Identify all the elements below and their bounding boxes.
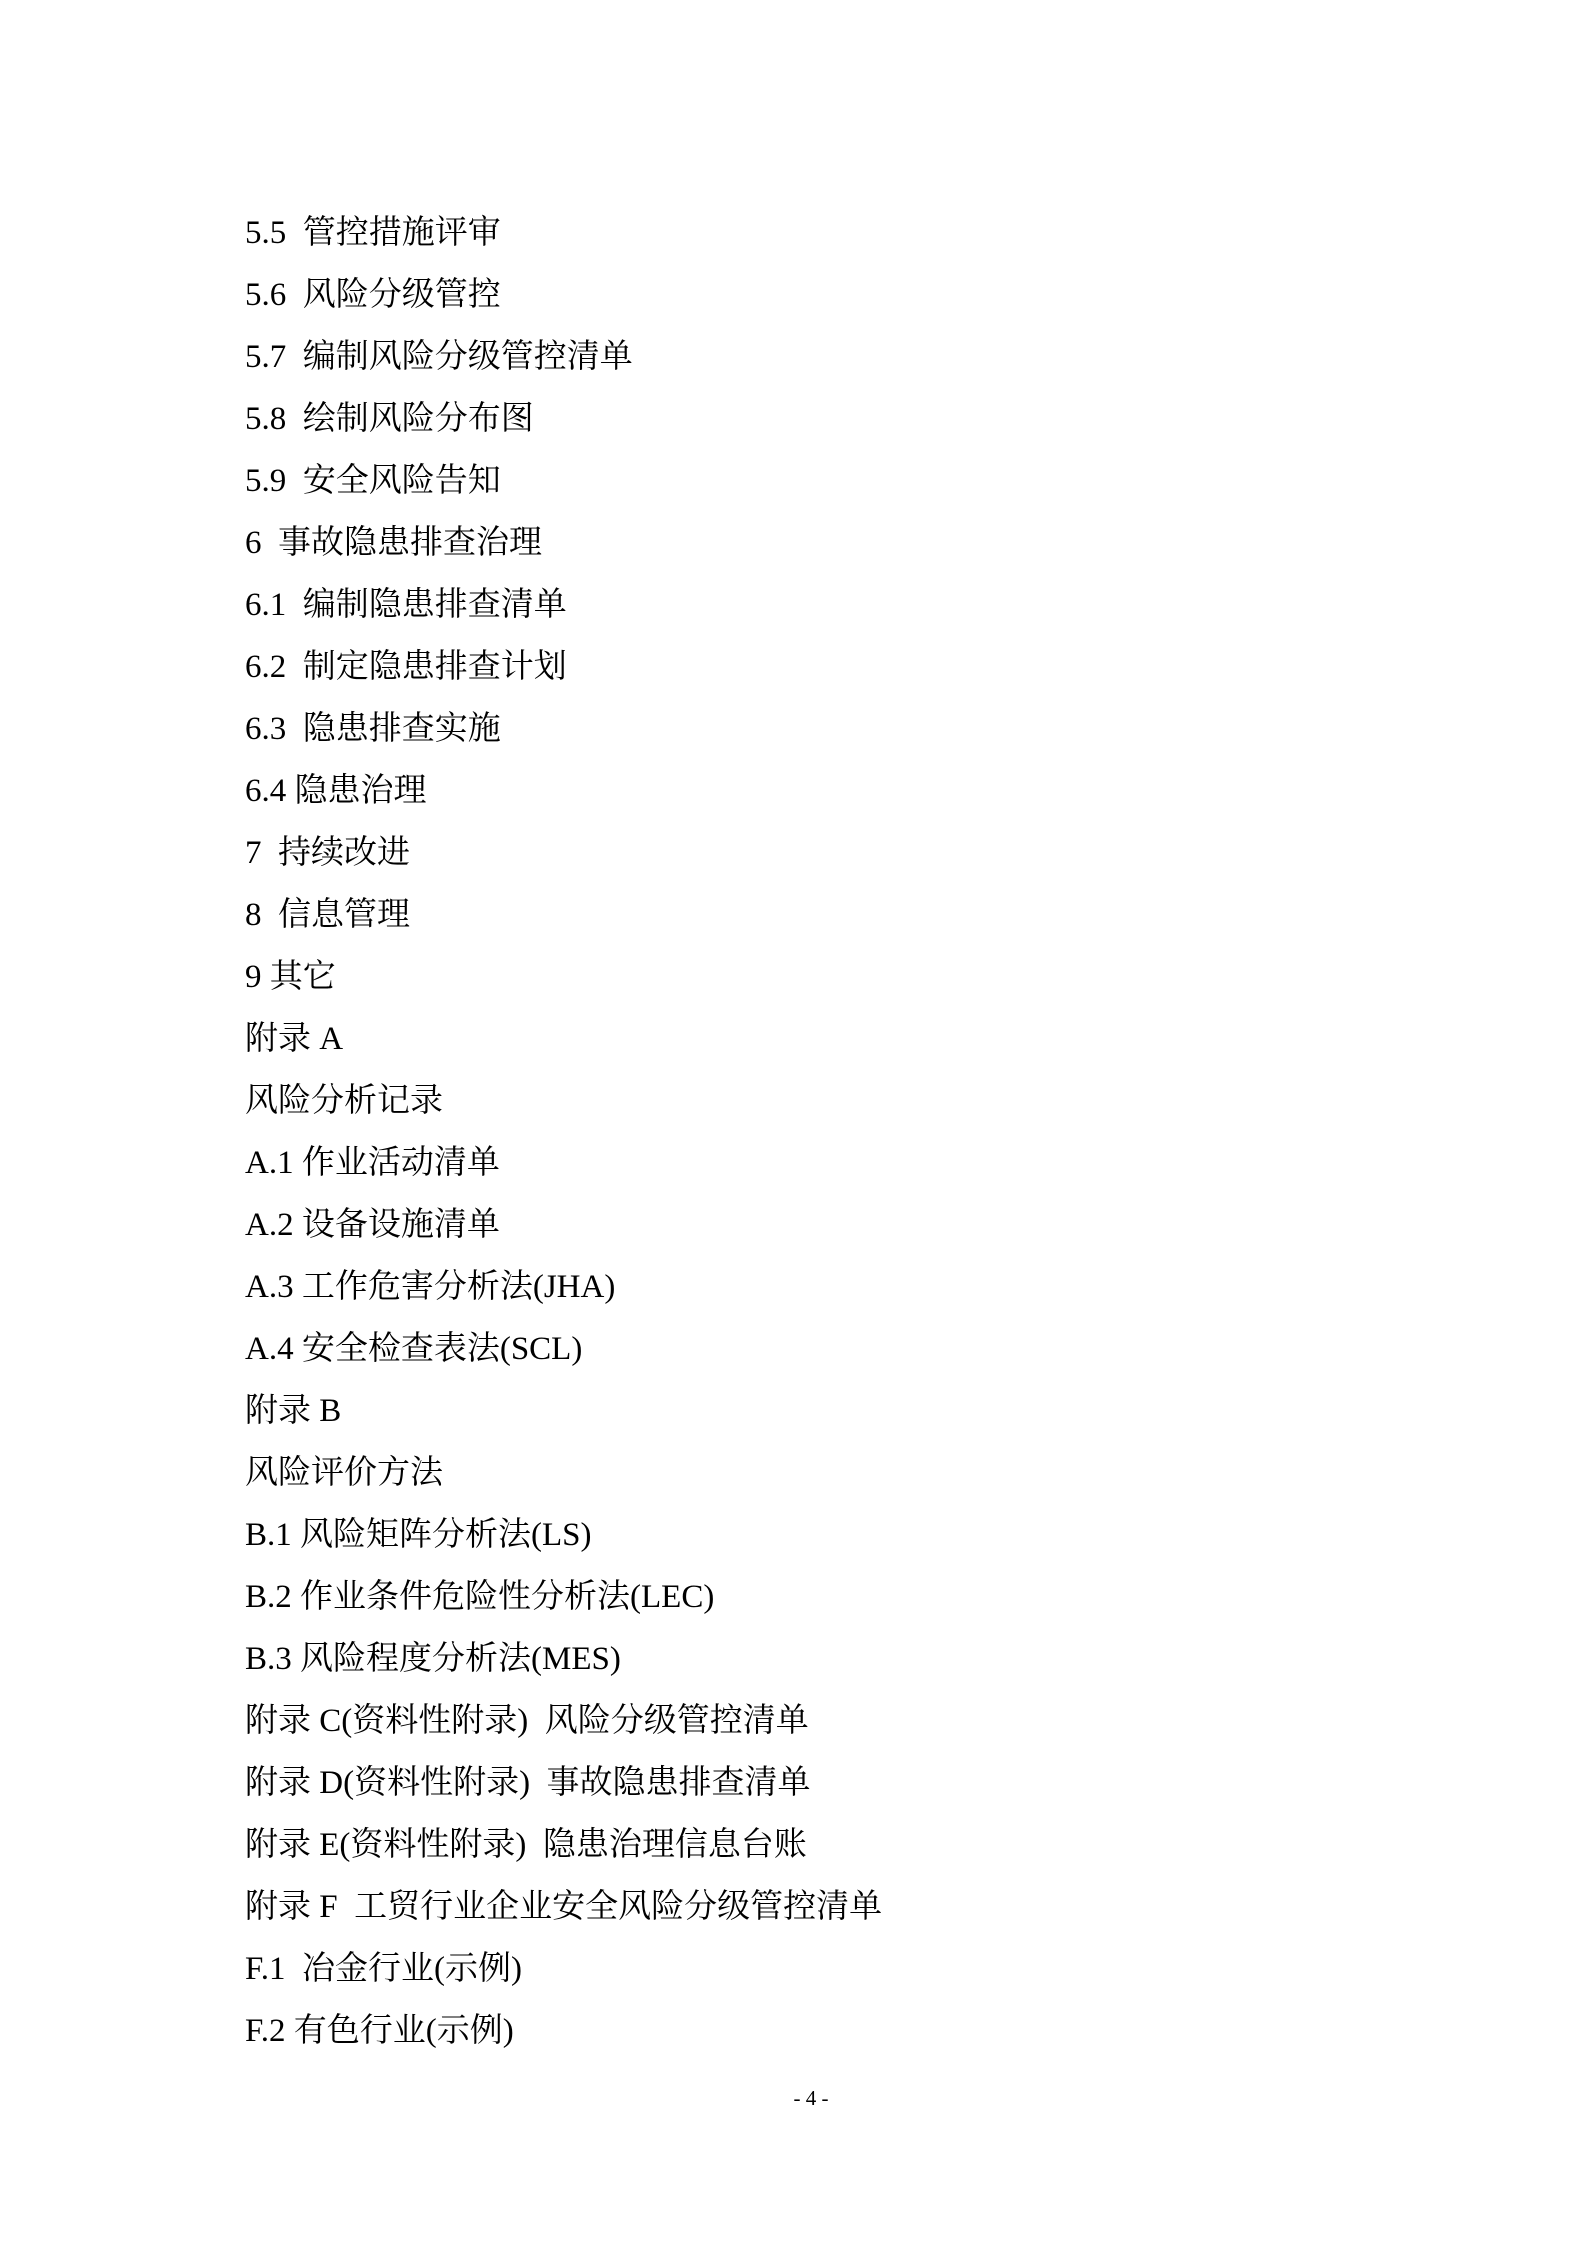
toc-entry: B.2 作业条件危险性分析法(LEC) (245, 1579, 715, 1615)
toc-entry: A.2 设备设施清单 (245, 1207, 500, 1243)
toc-entry: 9 其它 (245, 959, 336, 995)
table-of-contents (245, 202, 1385, 2062)
page-number: - 4 - (793, 2086, 829, 2110)
toc-entry: 5.8 绘制风险分布图 (245, 401, 534, 437)
toc-entry: 8 信息管理 (245, 897, 410, 933)
toc-entry: 6 事故隐患排查治理 (245, 525, 542, 561)
toc-entry: 附录 B (245, 1393, 342, 1429)
toc-entry: F.2 有色行业(示例) (245, 2013, 514, 2049)
toc-entry: 6.4 隐患治理 (245, 773, 427, 809)
toc-entry: 附录 D(资料性附录) 事故隐患排查清单 (245, 1765, 811, 1801)
toc-entry: 5.6 风险分级管控 (245, 277, 501, 313)
toc-entry: 风险评价方法 (245, 1455, 443, 1491)
toc-entry: F.1 冶金行业(示例) (245, 1951, 522, 1987)
toc-entry: 5.5 管控措施评审 (245, 215, 501, 251)
toc-entry: B.1 风险矩阵分析法(LS) (245, 1517, 592, 1553)
toc-entry: 6.2 制定隐患排查计划 (245, 649, 567, 685)
toc-entry: 附录 E(资料性附录) 隐患治理信息台账 (245, 1827, 807, 1863)
toc-entry: 附录 C(资料性附录) 风险分级管控清单 (245, 1703, 809, 1739)
toc-entry: A.1 作业活动清单 (245, 1145, 500, 1181)
toc-entry: A.4 安全检查表法(SCL) (245, 1331, 583, 1367)
toc-entry: 风险分析记录 (245, 1083, 443, 1119)
toc-entry: 6.3 隐患排查实施 (245, 711, 501, 747)
toc-entry: B.3 风险程度分析法(MES) (245, 1641, 621, 1677)
toc-entry: 6.1 编制隐患排查清单 (245, 587, 567, 623)
toc-entry: 附录 F 工贸行业企业安全风险分级管控清单 (245, 1889, 883, 1925)
toc-entry: 附录 A (245, 1021, 344, 1057)
toc-entry: 5.7 编制风险分级管控清单 (245, 339, 633, 375)
toc-entry: 5.9 安全风险告知 (245, 463, 501, 499)
toc-entry: 7 持续改进 (245, 835, 410, 871)
toc-entry: A.3 工作危害分析法(JHA) (245, 1269, 616, 1305)
